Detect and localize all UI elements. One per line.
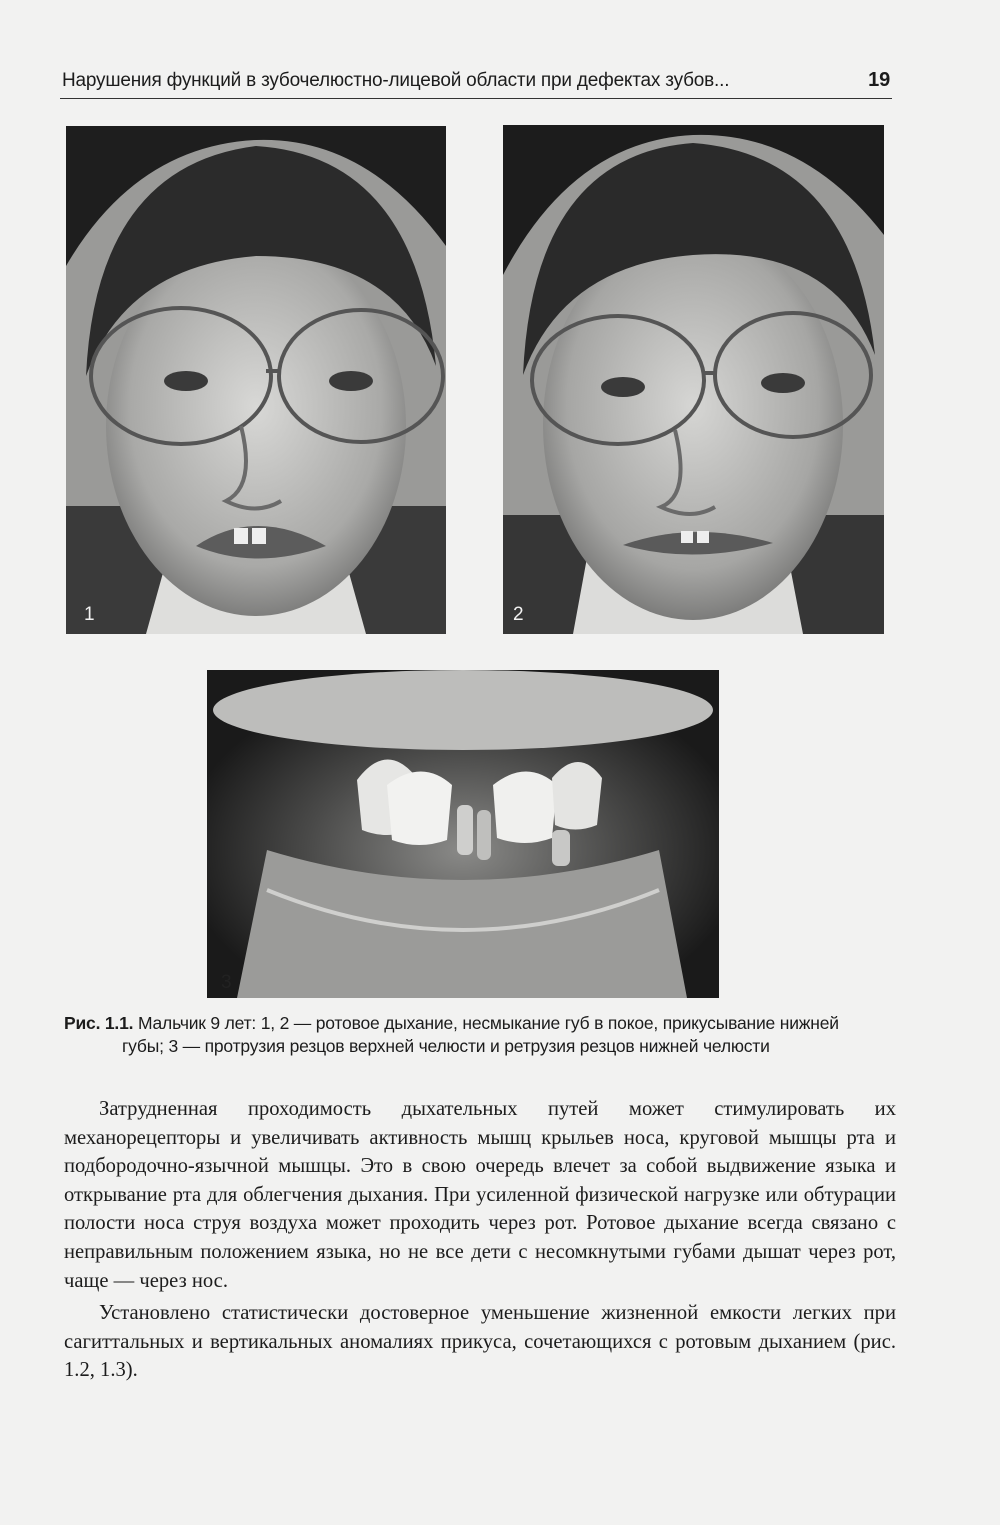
figure-caption-line2: губы; 3 — протрузия резцов верхней челюсти и ретрузия резцов нижней челюсти xyxy=(122,1036,770,1056)
photo-label-3: 3 xyxy=(221,972,232,993)
figure-caption-line1: Мальчик 9 лет: 1, 2 — ротовое дыхание, несмыкание губ в покое, прикусывание нижней xyxy=(137,1013,839,1033)
teeth-photo-image xyxy=(207,670,719,998)
face-photo-image xyxy=(503,125,884,634)
header-title: Нарушения функций в зубочелюстно-лицевой области при дефектах зубов... xyxy=(62,70,730,91)
photo-label-1: 1 xyxy=(84,604,95,625)
photo-label-2: 2 xyxy=(513,604,524,625)
figure-caption xyxy=(64,1012,904,1058)
photo-intraoral-teeth xyxy=(207,670,719,998)
page-number: 19 xyxy=(868,69,890,91)
paragraph: Установлено статистически достоверное уменьшение жизненной емкости легких при сагиттальных и вертикальных аномалиях прикуса, сочетающихся с ротовым дыханием (рис. 1.2, 1.3). xyxy=(64,1302,896,1382)
face-photo-image xyxy=(66,126,446,634)
paragraph: Затрудненная проходимость дыхательных путей может стимулировать их механорецепторы и увеличивать активность мышц крыльев носа, круговой мышцы рта и подбородочно-язычной мышцы. Это в свою очередь влечет за собой выдвижение языка и открывание рта для облегчения дыхания. При усиленной физической нагрузке или обтурации полости носа струя воздуха может проходить через рот. Ротовое дыхание всегда связано с неправильным положением языка, но не все дети с несомкнутыми губами дышат через рот, чаще — через нос. xyxy=(64,1098,896,1292)
body-text xyxy=(64,1095,896,1389)
photo-face-front-1 xyxy=(66,126,446,634)
figure-caption-label: Рис. 1.1. xyxy=(64,1013,134,1033)
running-header xyxy=(60,66,892,99)
photo-face-front-2 xyxy=(503,125,884,634)
